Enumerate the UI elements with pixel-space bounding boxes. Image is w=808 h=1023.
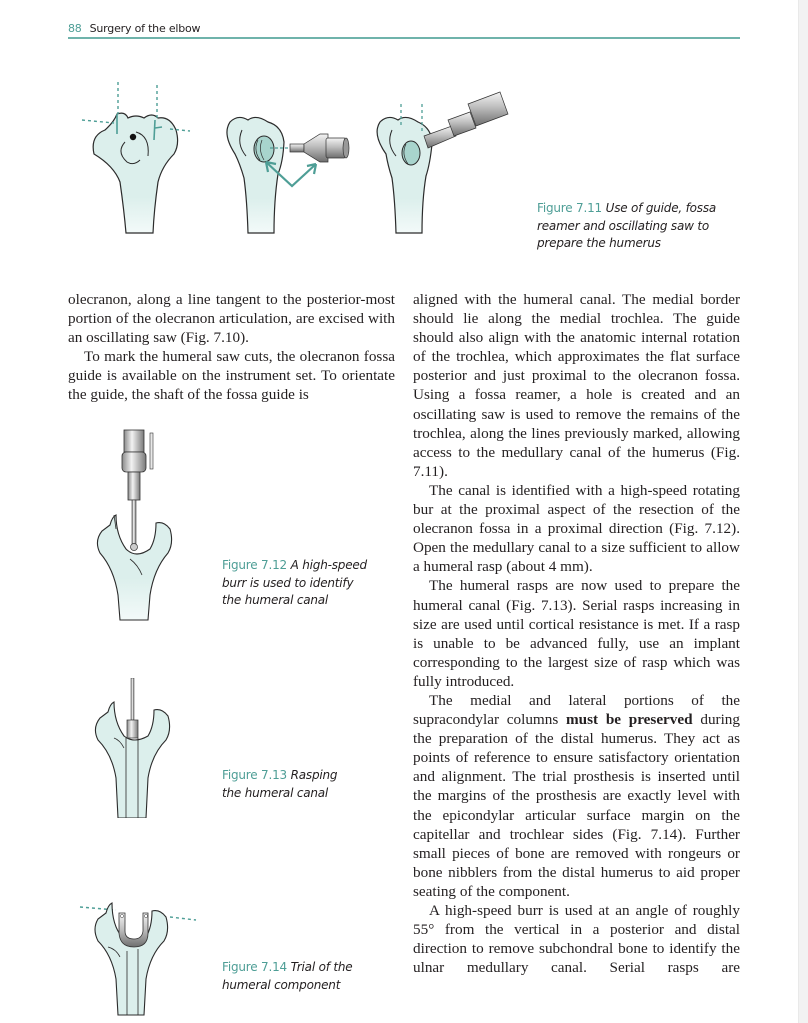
figure-7-12-caption — [222, 557, 382, 610]
humerus-guide-drawing — [82, 80, 190, 233]
page-number: 88 — [68, 22, 82, 35]
caption-line: reamer and oscillating saw to — [537, 218, 709, 233]
header-rule — [68, 37, 740, 39]
figure-7-12-illustration — [90, 425, 210, 625]
caption-line: the humeral canal — [222, 785, 329, 800]
running-title: Surgery of the elbow — [89, 22, 201, 35]
figure-label: Figure 7.13 — [222, 768, 287, 782]
text-run: The medial and lateral portions of the supracondylar columns — [413, 691, 740, 729]
right-column-text — [413, 290, 740, 977]
figure-label: Figure 7.11 — [537, 201, 602, 215]
figure-label: Figure 7.14 — [222, 960, 287, 974]
caption-line: Trial of the — [290, 960, 353, 974]
paragraph: To mark the humeral saw cuts, the olecranon fossa guide is available on the instrument set. To orientate the guide, the shaft of the fossa guide is — [68, 348, 395, 404]
page-edge — [798, 0, 808, 1023]
caption-line: humeral component — [222, 977, 341, 992]
caption-line: Rasping — [290, 768, 338, 782]
figure-7-14-illustration — [78, 885, 198, 1020]
paragraph: A high-speed burr is used at an angle of roughly 55° from the vertical in a posterior and distal direction to remove subchondral bone to identify the ulnar medullary canal. Serial rasps are — [413, 902, 740, 977]
figure-7-11-illustration — [70, 70, 510, 270]
caption-line: Use of guide, fossa — [605, 201, 717, 215]
emphasis: must be preserved — [566, 711, 693, 729]
figure-7-13-caption — [222, 767, 382, 802]
paragraph: The humeral rasps are now used to prepare the humeral canal (Fig. 7.13). Serial rasps increasing in size are used until cortical resistance is met. If a rasp is unable to be advanced fully, use an implant corresponding to the largest size of rasp which was fully introduced. — [413, 577, 740, 690]
figure-7-11-caption — [537, 200, 742, 253]
running-head — [68, 22, 740, 35]
caption-line: A high-speed — [290, 558, 367, 572]
caption-line: burr is used to identify — [222, 575, 354, 590]
left-column-text — [68, 290, 395, 405]
paragraph: The canal is identified with a high-speed rotating bur at the proximal aspect of the resection of the olecranon fossa in a proximal direction (Fig. 7.12). Open the medullary canal to a size sufficient to allow a humeral rasp (about 4 mm). — [413, 481, 740, 576]
caption-line: the humeral canal — [222, 593, 329, 607]
paragraph — [413, 691, 740, 901]
figure-label: Figure 7.12 — [222, 558, 287, 572]
figure-7-13-illustration — [90, 678, 210, 818]
caption-line: prepare the humerus — [537, 236, 661, 250]
humerus-saw-drawing — [377, 92, 508, 233]
paragraph: olecranon, along a line tangent to the posterior-most portion of the olecranon articulation, are excised with an oscillating saw (Fig. 7.10). — [68, 291, 395, 347]
humerus-reamer-drawing — [227, 117, 349, 233]
text-run: during the preparation of the distal humerus. They act as points of reference to ensure satisfactory orientation and alignment. The trial prosthesis is inserted until the margins of the prosthesis are exactly level with the epicondylar articular surface margin on the capitellar and trochlear sides (Fig. 7.14). Further small pieces of bone are removed with rongeurs or bone nibblers from the distal humerus to aid proper seating of the component. — [413, 711, 740, 900]
paragraph: aligned with the humeral canal. The medial border should lie along the medial trochlea. The guide should also align with the anatomic internal rotation of the trochlea, which approximates the flat surface posterior and just proximal to the olecranon fossa. Using a fossa reamer, a hole is created and an oscillating saw is used to remove the remains of the trochlea, along the lines previously marked, allowing access to the medullary canal of the humerus (Fig. 7.11). — [413, 291, 740, 480]
figure-7-14-caption — [222, 959, 382, 994]
